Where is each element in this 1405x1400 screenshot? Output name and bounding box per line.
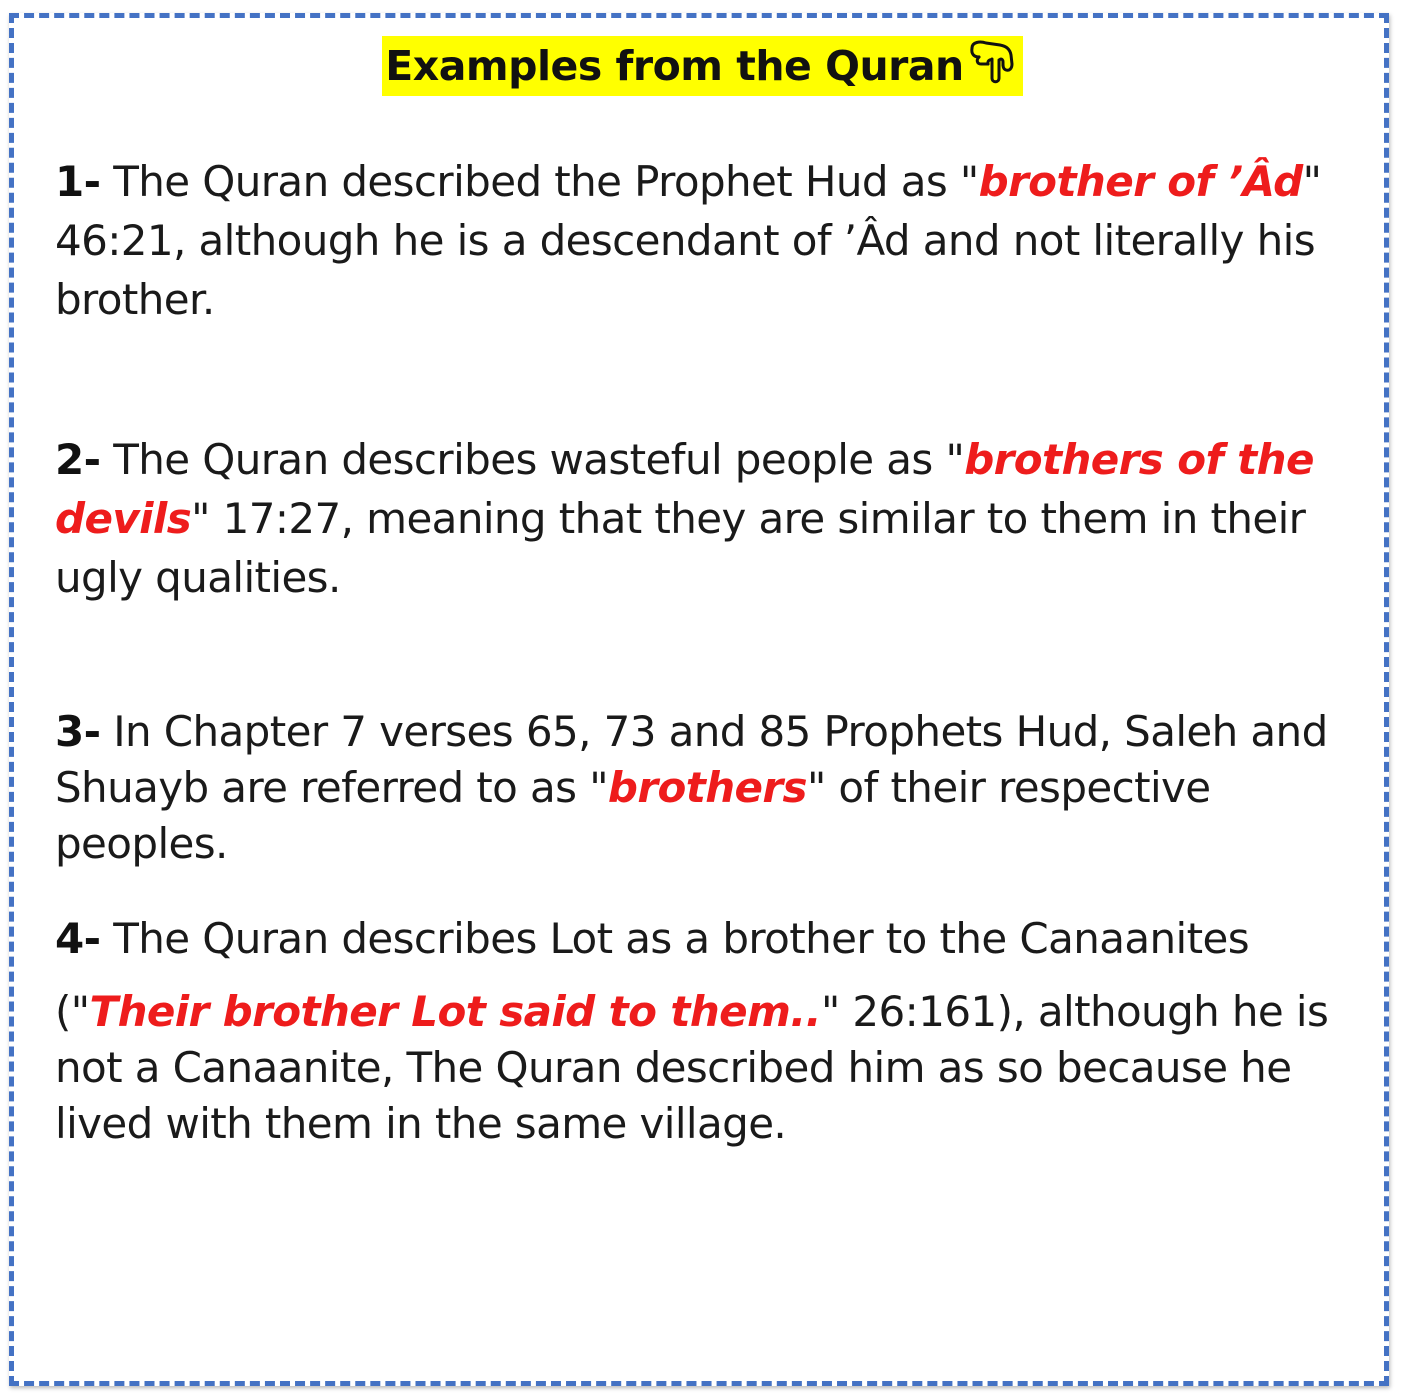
example-item-4-body: [55, 984, 1395, 1152]
example-item-1: [55, 152, 1395, 329]
item-text-after: " 26:161), although he is not a Canaanite, The Quran described him as so because he lived with them in the same village.: [55, 987, 1329, 1148]
item-text-after: " 17:27, meaning that they are similar to them in their ugly qualities.: [55, 494, 1306, 602]
item-quote: brothers of the devils: [55, 435, 1314, 543]
example-item-3: [55, 704, 1395, 872]
page-title: [382, 36, 1022, 96]
item-number: 1-: [55, 157, 101, 206]
item-number: 3-: [55, 707, 101, 756]
title-container: [0, 36, 1405, 96]
item-text-line1: The Quran describes Lot as a brother to the Canaanites: [100, 914, 1249, 963]
item-text-after: " 46:21, although he is a descendant of ’Âd and not literally his brother.: [55, 157, 1322, 324]
pointing-down-hand-icon: [966, 38, 1018, 86]
item-number: 2-: [55, 435, 101, 484]
item-text-before: (": [55, 987, 90, 1036]
example-item-2: [55, 430, 1395, 607]
item-text-after: " of their respective peoples.: [55, 763, 1211, 868]
item-text-before: The Quran describes wasteful people as ": [100, 435, 965, 484]
item-number: 4-: [55, 914, 101, 963]
item-quote: Their brother Lot said to them..: [89, 987, 821, 1036]
item-quote: brother of ’Âd: [978, 157, 1303, 206]
item-text-before: In Chapter 7 verses 65, 73 and 85 Prophets Hud, Saleh and Shuayb are referred to as ": [55, 707, 1328, 812]
item-text-before: The Quran described the Prophet Hud as ": [100, 157, 979, 206]
item-quote: brothers: [607, 763, 807, 812]
example-item-4-heading: [55, 909, 1395, 968]
title-text: Examples from the Quran: [385, 42, 964, 90]
